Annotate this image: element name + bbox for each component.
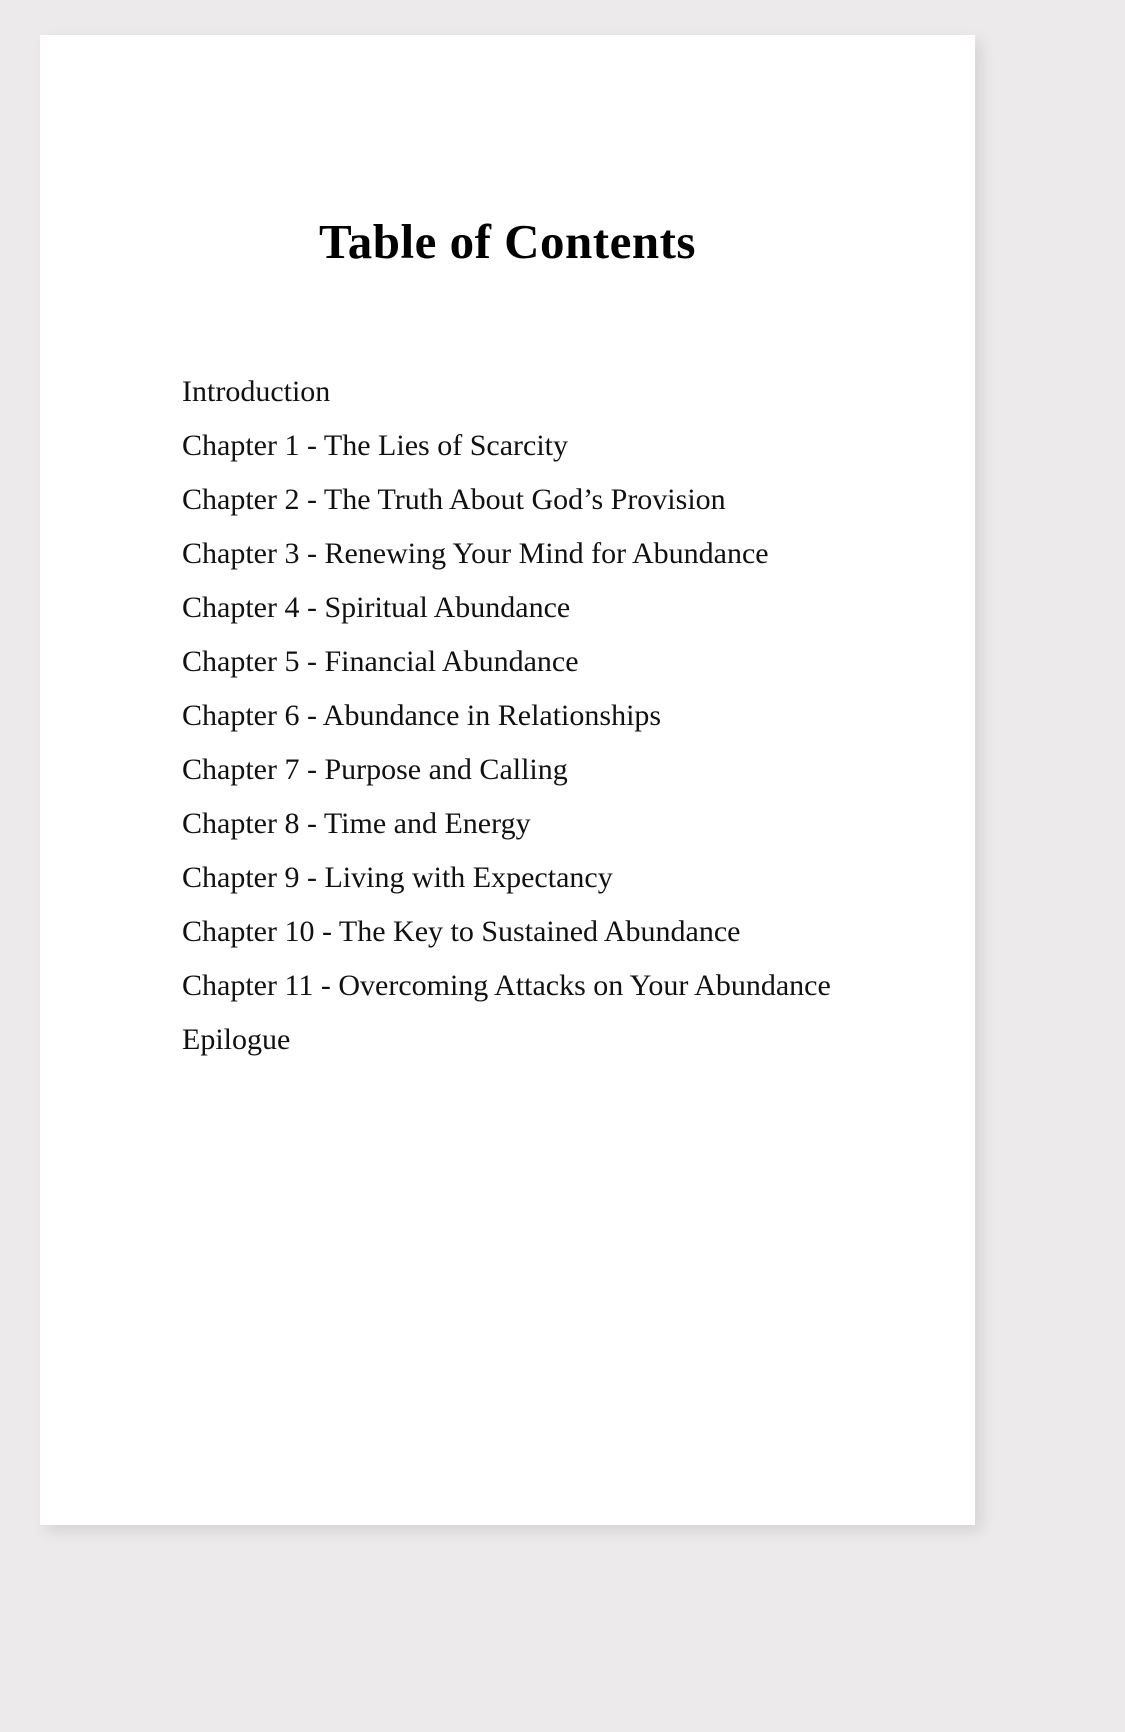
list-item[interactable]: Chapter 7 - Purpose and Calling [182,753,568,786]
list-item[interactable]: Chapter 9 - Living with Expectancy [182,861,613,894]
page-title: Table of Contents [319,213,696,269]
list-item[interactable]: Chapter 5 - Financial Abundance [182,645,579,678]
list-item[interactable]: Chapter 1 - The Lies of Scarcity [182,429,568,462]
list-item[interactable]: Chapter 4 - Spiritual Abundance [182,591,571,624]
document-page [40,35,975,1525]
list-item[interactable]: Introduction [182,375,331,408]
list-item[interactable]: Chapter 3 - Renewing Your Mind for Abundance [182,537,769,570]
list-item[interactable]: Chapter 6 - Abundance in Relationships [182,699,662,732]
document-page-container [40,35,975,1525]
list-item[interactable]: Chapter 11 - Overcoming Attacks on Your Abundance [182,969,831,1002]
list-item[interactable]: Chapter 8 - Time and Energy [182,807,531,840]
list-item[interactable]: Epilogue [182,1023,291,1056]
list-item[interactable]: Chapter 10 - The Key to Sustained Abundance [182,915,741,948]
list-item[interactable]: Chapter 2 - The Truth About God’s Provision [182,483,726,516]
table-of-contents-list [182,365,905,1067]
